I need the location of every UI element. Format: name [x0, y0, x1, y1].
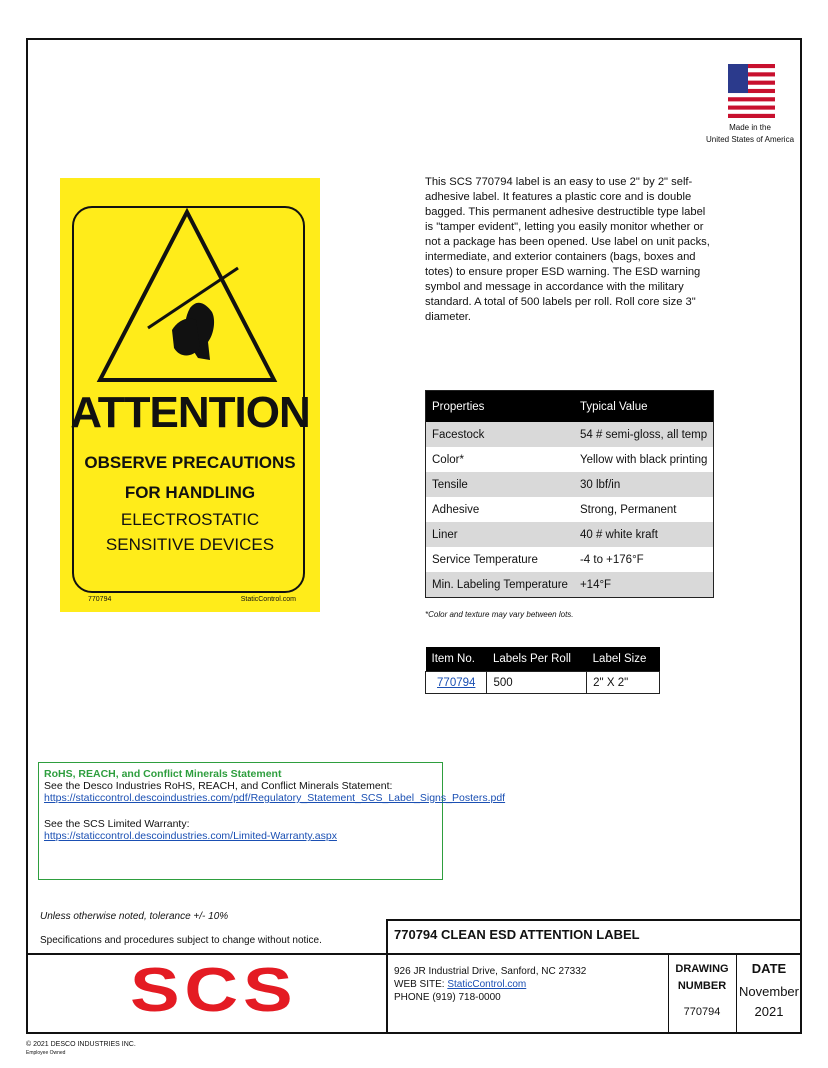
date-year: 2021: [754, 1004, 784, 1019]
property-value: 40 # white kraft: [574, 522, 714, 547]
flag-caption-line2: United States of America: [705, 135, 795, 144]
property-name: Service Temperature: [432, 553, 538, 566]
label-line1: OBSERVE PRECAUTIONS: [84, 453, 296, 472]
label-line3: ELECTROSTATIC: [120, 510, 260, 529]
date-month: November: [739, 984, 799, 999]
label-headline: ATTENTION: [70, 388, 310, 437]
rohs-statement-box: [38, 762, 506, 880]
table-row: [426, 547, 714, 572]
date-label: DATE: [751, 961, 787, 976]
table-row: [426, 497, 714, 522]
drawing-number-label: [668, 961, 736, 995]
rohs-link[interactable]: https://staticcontrol.descoindustries.com/pdf/Regulatory_Statement_SCS_Label_Signs_Posters.pdf: [44, 792, 506, 804]
property-value: Strong, Permanent: [579, 503, 677, 516]
website-link[interactable]: StaticControl.com: [447, 979, 527, 990]
table-row: [426, 572, 714, 598]
label-site: StaticControl.com: [240, 596, 296, 603]
warranty-text: See the SCS Limited Warranty:: [44, 818, 190, 830]
website-line: [394, 978, 586, 991]
us-flag-icon: [728, 64, 775, 118]
property-value: 54 # semi-gloss, all temp: [574, 422, 714, 447]
spec-note: Specifications and procedures subject to change without notice.: [40, 935, 322, 946]
title-block-left-border: [386, 919, 388, 1034]
properties-table: [425, 390, 714, 598]
property-value: Yellow with black printing: [579, 453, 708, 466]
title-block-top-border: [388, 919, 802, 921]
flag-stripe: [728, 101, 775, 105]
esd-warning-triangle-icon: [88, 208, 286, 386]
table-row: [426, 447, 714, 472]
document-title: 770794 CLEAN ESD ATTENTION LABEL: [394, 927, 640, 942]
drawing-number-value: 770794: [683, 1006, 721, 1018]
table-row: [426, 522, 714, 547]
color-note: *Color and texture may vary between lots.: [425, 610, 574, 619]
phone-line: PHONE (919) 718-0000: [394, 992, 501, 1003]
flag-stripe: [728, 110, 775, 114]
esd-label-image: [60, 178, 320, 612]
website-label: WEB SITE:: [394, 979, 445, 990]
rohs-text: See the Desco Industries RoHS, REACH, and Conflict Minerals Statement:: [44, 780, 393, 792]
property-name: Liner: [426, 522, 574, 547]
properties-header: Properties: [426, 391, 574, 423]
table-row: [426, 472, 714, 497]
address-block: [394, 965, 586, 1004]
warranty-link[interactable]: https://staticcontrol.descoindustries.com/Limited-Warranty.aspx: [44, 830, 337, 842]
number-label: NUMBER: [677, 980, 727, 992]
flag-caption-line1: Made in the: [729, 123, 771, 132]
date-value: [736, 982, 802, 1022]
item-table: [425, 647, 660, 694]
label-size-header: Label Size: [587, 647, 660, 672]
property-value: +14°F: [574, 572, 714, 598]
copyright-text: © 2021 DESCO INDUSTRIES INC.: [26, 1041, 136, 1048]
drawing-label: DRAWING: [675, 963, 729, 975]
scs-logo: SCS: [130, 956, 298, 1025]
property-value: 30 lbf/in: [574, 472, 714, 497]
property-value: -4 to +176°F: [579, 553, 644, 566]
label-line4: SENSITIVE DEVICES: [105, 535, 275, 554]
employee-owned-text: Employee Owned: [26, 1050, 66, 1056]
labels-per-roll-header: Labels Per Roll: [487, 647, 587, 672]
made-in-usa-caption: [700, 122, 800, 146]
copyright-block: [26, 1040, 136, 1058]
flag-stripe: [728, 97, 775, 101]
tolerance-note: Unless otherwise noted, tolerance +/- 10%: [40, 911, 229, 922]
flag-stripe: [728, 114, 775, 118]
item-no-header: Item No.: [426, 647, 487, 672]
table-row: [426, 422, 714, 447]
item-number-link[interactable]: 770794: [437, 676, 476, 689]
title-block-divider: [26, 953, 802, 955]
label-line2: FOR HANDLING: [124, 483, 256, 502]
property-name: Min. Labeling Temperature: [426, 572, 574, 598]
property-name: Facestock: [426, 422, 574, 447]
rohs-title: RoHS, REACH, and Conflict Minerals Statement: [44, 768, 282, 780]
property-name: Tensile: [426, 472, 574, 497]
labels-per-roll-cell: 500: [487, 672, 587, 694]
property-name: Color*: [432, 453, 464, 466]
flag-stripe: [728, 106, 775, 110]
address-line: 926 JR Industrial Drive, Sanford, NC 27332: [394, 966, 587, 977]
typical-value-header: Typical Value: [574, 391, 714, 423]
table-row: [426, 672, 660, 694]
label-code: 770794: [88, 596, 112, 603]
product-description: This SCS 770794 label is an easy to use 2" by 2" self-adhesive label. It features a plastic core and is double bagged. This permanent adhesive destructible type label is "tamper evident", letting you easily monitor whether or not a package has been opened. Use label on unit packs, intermediate, and exterior containers (bags, boxes and totes) to ensure proper ESD warning. The ESD warning symbol and message in accordance with the military standard. A total of 500 labels per roll. Roll core size 3" diameter.: [425, 176, 710, 323]
item-no-cell: [426, 672, 487, 694]
flag-stripe: [728, 93, 775, 97]
property-name: Adhesive: [432, 503, 480, 516]
label-size-cell: 2" X 2": [587, 672, 660, 694]
